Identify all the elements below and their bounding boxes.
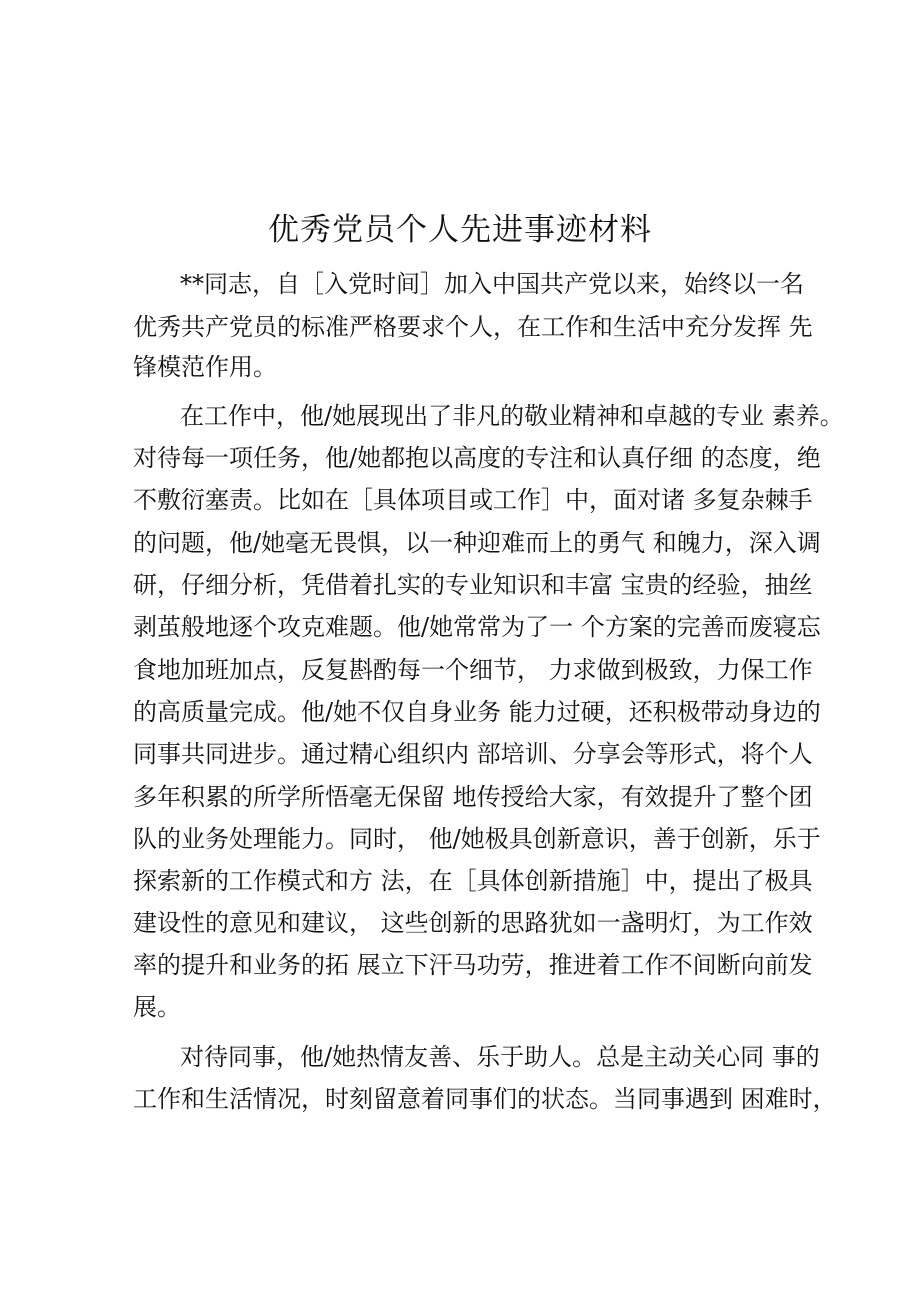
document-title: 优秀党员个人先进事迹材料: [268, 212, 652, 248]
paragraph-2-line-6: 剥茧般地逐个攻克难题。他/她常常为了一 个方案的完善而废寝忘: [133, 613, 821, 641]
paragraph-2-line-8: 的高质量完成。他/她不仅自身业务 能力过硬，还积极带动身边的: [133, 698, 821, 726]
paragraph-2-line-11: 队的业务处理能力。同时， 他/她极具创新意识，善于创新，乐于: [133, 825, 821, 853]
paragraph-2-line-12: 探索新的工作模式和方 法，在［具体创新措施］中，提出了极具: [133, 867, 813, 895]
paragraph-2-line-2: 对待每一项任务，他/她都抱以高度的专注和认真仔细 的态度，绝: [133, 444, 821, 472]
paragraph-2-line-14: 率的提升和业务的拓 展立下汗马功劳，推进着工作不间断向前发: [133, 951, 813, 979]
paragraph-2-line-13: 建设性的意见和建议， 这些创新的思路犹如一盏明灯，为工作效: [133, 909, 813, 937]
paragraph-2-line-10: 多年积累的所学所悟毫无保留 地传授给大家，有效提升了整个团: [133, 783, 813, 811]
paragraph-2-line-15: 展。: [133, 993, 181, 1021]
paragraph-2-line-1: 在工作中，他/她展现出了非凡的敬业精神和卓越的专业 素养。: [180, 402, 844, 430]
paragraph-2-line-5: 研，仔细分析，凭借着扎实的专业知识和丰富 宝贵的经验，抽丝: [133, 571, 813, 599]
paragraph-1-line-2: 优秀共产党员的标准严格要求个人，在工作和生活中充分发挥 先: [133, 313, 813, 341]
paragraph-2-line-3: 不敷衍塞责。比如在［具体项目或工作］中，面对诸 多复杂棘手: [133, 486, 813, 514]
paragraph-2-line-7: 食地加班加点，反复斟酌每一个细节， 力求做到极致，力保工作: [133, 656, 813, 684]
paragraph-3-line-1: 对待同事，他/她热情友善、乐于助人。总是主动关心同 事的: [180, 1043, 820, 1071]
paragraph-1-line-1: **同志，自［入党时间］加入中国共产党以来，始终以一名: [180, 270, 804, 298]
paragraph-1-line-3: 锋模范作用。: [133, 353, 277, 381]
paragraph-3-line-2: 工作和生活情况，时刻留意着同事们的状态。当同事遇到 困难时，: [133, 1085, 837, 1113]
paragraph-2-line-9: 同事共同进步。通过精心组织内 部培训、分享会等形式，将个人: [133, 740, 813, 768]
paragraph-2-line-4: 的问题，他/她毫无畏惧，以一种迎难而上的勇气 和魄力，深入调: [133, 529, 821, 557]
